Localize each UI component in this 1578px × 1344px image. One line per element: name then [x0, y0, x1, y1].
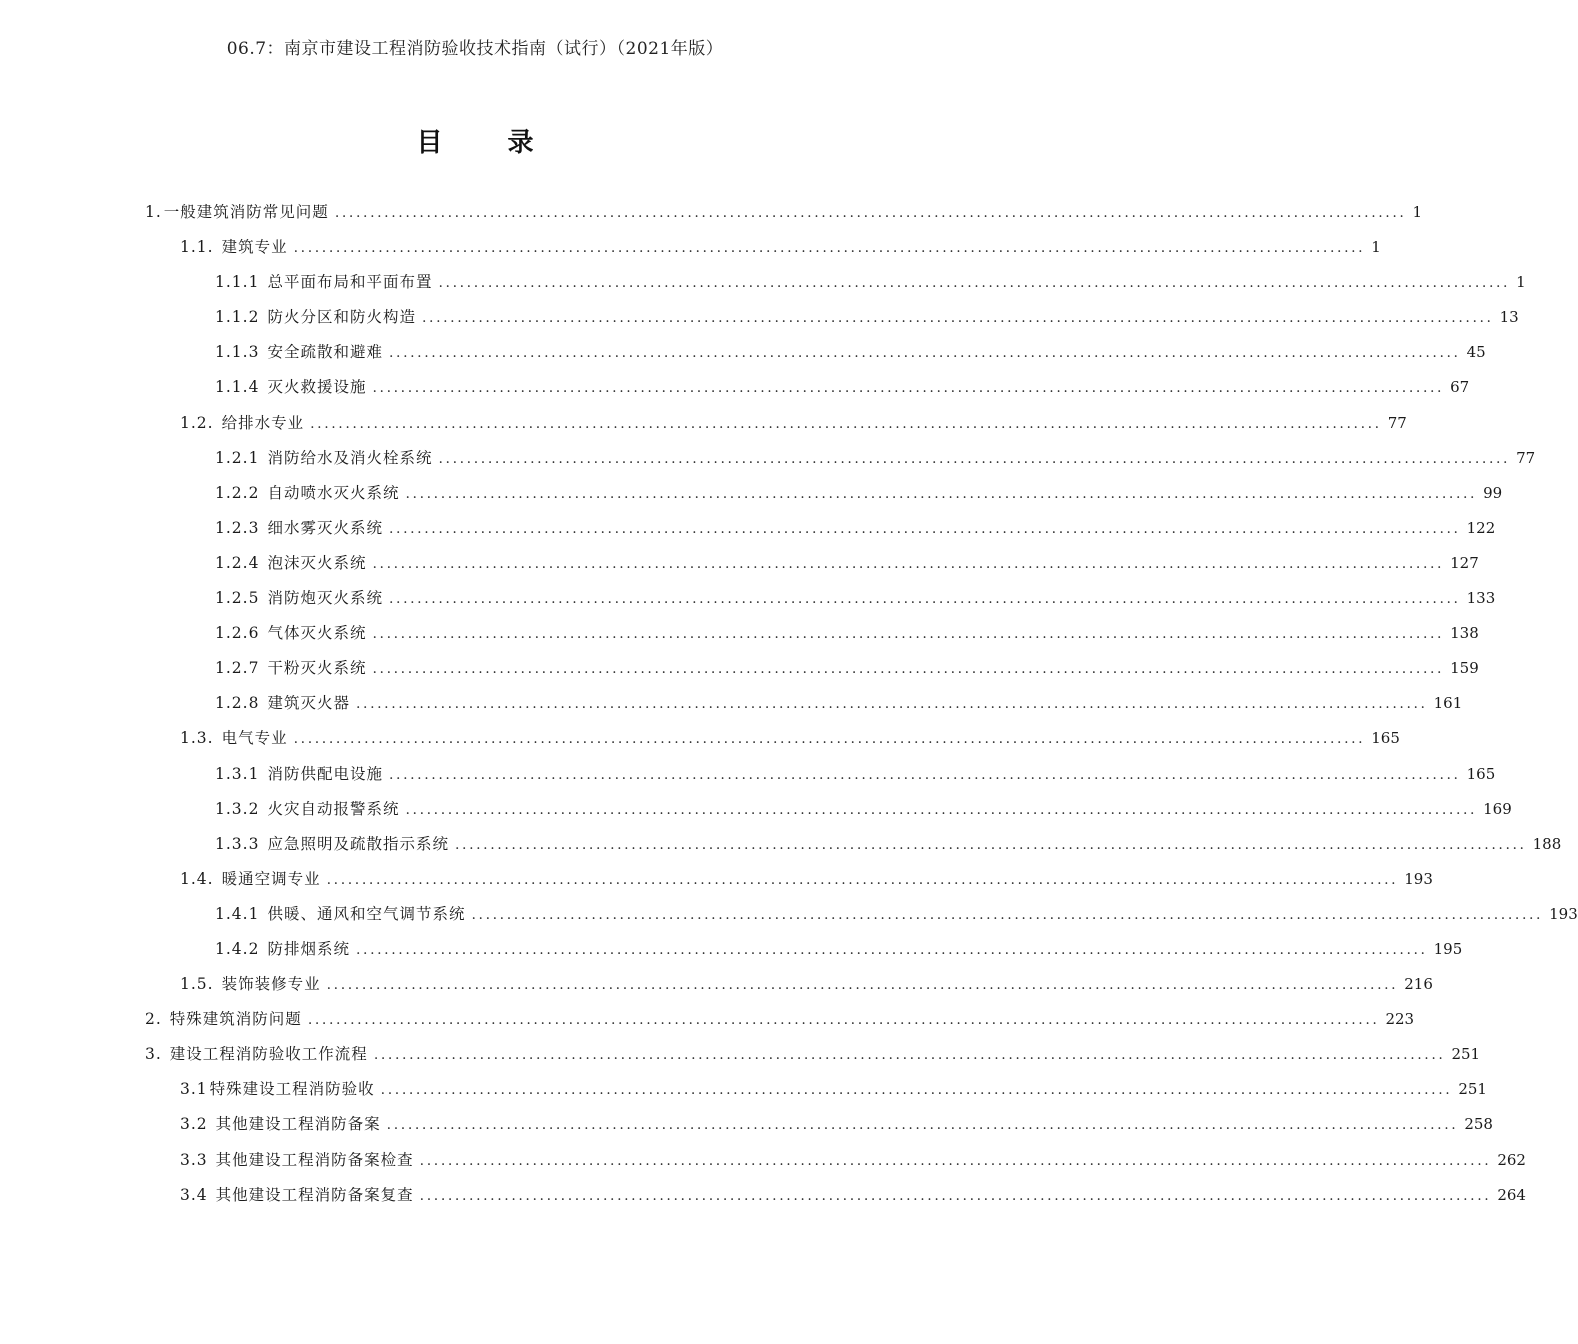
- toc-entry-17[interactable]: [0, 757, 1496, 792]
- toc-entry-label: 总平面布局和平面布置: [267, 273, 433, 292]
- toc-entry-number: 2.: [145, 1010, 162, 1029]
- toc-entry-label: 给排水专业: [221, 413, 305, 432]
- toc-entry-page: 77: [1516, 448, 1536, 467]
- toc-entry-page: 251: [1458, 1080, 1487, 1099]
- toc-entry-page: 165: [1466, 764, 1496, 783]
- toc-entry-page: 188: [1532, 834, 1562, 853]
- toc-entry-label: 建设工程消防验收工作流程: [169, 1045, 368, 1064]
- toc-entry-label: 安全疏散和避难: [267, 343, 383, 362]
- toc-entry-label: 供暖、通风和空气调节系统: [267, 904, 466, 923]
- toc-entry-label: 消防炮灭火系统: [267, 589, 383, 608]
- toc-entry-number: 1.2.2: [215, 483, 260, 502]
- toc-entry-number: 1.5.: [180, 975, 214, 994]
- toc-entry-page: 262: [1497, 1150, 1526, 1169]
- toc-entry-label: 干粉灭火系统: [267, 659, 367, 678]
- toc-entry-25[interactable]: [0, 1037, 1481, 1072]
- toc-leader-dots: ........................................................................................................................................................: [307, 1012, 1380, 1029]
- toc-entry-number: 1.1.4: [215, 378, 260, 397]
- toc-leader-dots: ........................................................................................................................................................: [454, 836, 1527, 853]
- toc-entry-number: 3.1: [180, 1080, 208, 1099]
- toc-entry-page: 169: [1483, 799, 1512, 818]
- toc-entry-number: 1.2.5: [215, 589, 260, 608]
- toc-entry-label: 细水雾灭火系统: [267, 518, 383, 537]
- toc-entry-page: 1: [1412, 203, 1422, 221]
- toc-entry-label: 应急照明及疏散指示系统: [267, 834, 449, 853]
- toc-entry-label: 其他建设工程消防备案: [215, 1115, 381, 1134]
- toc-entry-21[interactable]: [0, 897, 1578, 932]
- toc-entry-number: 1.3.: [180, 729, 214, 748]
- toc-entry-label: 暖通空调专业: [221, 869, 321, 888]
- toc-leader-dots: ........................................................................................................................................................: [334, 205, 1407, 221]
- toc-entry-20[interactable]: [0, 862, 1433, 897]
- toc-leader-dots: ........................................................................................................................................................: [380, 1082, 1453, 1099]
- toc-leader-dots: ........................................................................................................................................................: [293, 731, 1366, 748]
- toc-entry-page: 251: [1451, 1045, 1481, 1064]
- toc-entry-label: 建筑专业: [221, 238, 288, 257]
- toc-entry-page: 195: [1433, 939, 1463, 958]
- toc-entry-28[interactable]: [0, 1143, 1526, 1178]
- toc-entry-label: 灭火救援设施: [267, 378, 367, 397]
- toc-entry-2[interactable]: [0, 230, 1381, 265]
- toc-entry-6[interactable]: [0, 370, 1470, 405]
- toc-entry-12[interactable]: [0, 581, 1496, 616]
- toc-leader-dots: ........................................................................................................................................................: [419, 1152, 1492, 1169]
- toc-leader-dots: ........................................................................................................................................................: [372, 661, 1445, 678]
- toc-leader-dots: ........................................................................................................................................................: [388, 345, 1461, 362]
- toc-entry-page: 193: [1404, 869, 1433, 888]
- toc-entry-page: 264: [1497, 1185, 1526, 1204]
- toc-entry-number: 1.2.7: [215, 659, 260, 678]
- toc-entry-label: 消防供配电设施: [267, 764, 383, 783]
- toc-leader-dots: ........................................................................................................................................................: [388, 591, 1461, 608]
- toc-entry-number: 1.2.1: [215, 448, 260, 467]
- toc-entry-19[interactable]: [0, 827, 1562, 862]
- toc-entry-page: 67: [1450, 378, 1470, 397]
- toc-leader-dots: ........................................................................................................................................................: [419, 1187, 1492, 1204]
- toc-leader-dots: ........................................................................................................................................................: [355, 941, 1428, 958]
- toc-entry-label: 其他建设工程消防备案检查: [215, 1150, 414, 1169]
- toc-entry-18[interactable]: [0, 792, 1512, 827]
- toc-entry-label: 装饰装修专业: [221, 975, 321, 994]
- toc-entry-number: 3.: [145, 1045, 162, 1064]
- toc-entry-label: 防排烟系统: [267, 939, 350, 958]
- toc-entry-number: 1.3.2: [215, 799, 260, 818]
- toc-entry-page: 193: [1549, 904, 1578, 923]
- toc-leader-dots: ........................................................................................................................................................: [310, 415, 1382, 432]
- toc-entry-8[interactable]: [0, 441, 1536, 476]
- toc-entry-number: 1.2.4: [215, 553, 260, 572]
- toc-leader-dots: ........................................................................................................................................................: [388, 766, 1461, 783]
- toc-leader-dots: ........................................................................................................................................................: [438, 275, 1511, 292]
- toc-entry-page: 1: [1516, 273, 1526, 292]
- toc-entry-label: 特殊建筑消防问题: [169, 1010, 302, 1029]
- toc-entry-26[interactable]: [0, 1072, 1487, 1107]
- toc-entry-label: 其他建设工程消防备案复查: [215, 1185, 414, 1204]
- toc-entry-number: 1.3.3: [215, 834, 260, 853]
- toc-leader-dots: ........................................................................................................................................................: [388, 520, 1461, 537]
- toc-entry-23[interactable]: [0, 967, 1433, 1002]
- toc-entry-page: 223: [1385, 1010, 1415, 1029]
- toc-entry-page: 216: [1404, 975, 1433, 994]
- toc-entry-page: 45: [1466, 343, 1486, 362]
- toc-entry-3[interactable]: [0, 265, 1526, 300]
- toc-entry-number: 1.: [145, 203, 162, 221]
- toc-entry-page: 122: [1466, 518, 1496, 537]
- toc-entry-label: 泡沫灭火系统: [267, 553, 367, 572]
- toc-entry-page: 159: [1450, 659, 1479, 678]
- toc-leader-dots: ........................................................................................................................................................: [372, 380, 1445, 397]
- toc-entry-page: 127: [1450, 553, 1479, 572]
- toc-entry-29[interactable]: [0, 1178, 1526, 1213]
- toc-entry-number: 1.2.6: [215, 624, 260, 643]
- toc-entry-number: 1.2.3: [215, 518, 260, 537]
- toc-leader-dots: ........................................................................................................................................................: [373, 1047, 1446, 1064]
- toc-entry-page: 1: [1371, 238, 1381, 257]
- toc-entry-13[interactable]: [0, 616, 1479, 651]
- toc-entry-label: 特殊建设工程消防验收: [209, 1080, 375, 1099]
- toc-leader-dots: ........................................................................................................................................................: [372, 555, 1445, 572]
- toc-entry-label: 防火分区和防火构造: [267, 308, 416, 327]
- toc-entry-page: 133: [1466, 589, 1496, 608]
- toc-entry-label: 电气专业: [221, 729, 288, 748]
- toc-entry-label: 自动喷水灭火系统: [267, 483, 400, 502]
- toc-entry-number: 1.4.2: [215, 939, 260, 958]
- toc-entry-number: 3.3: [180, 1150, 208, 1169]
- toc-leader-dots: ........................................................................................................................................................: [405, 485, 1478, 502]
- toc-title: 目 录: [416, 128, 562, 158]
- toc-entry-page: 13: [1499, 308, 1519, 327]
- toc-entry-14[interactable]: [0, 651, 1479, 686]
- toc-leader-dots: ........................................................................................................................................................: [405, 801, 1478, 818]
- toc-entry-22[interactable]: [0, 932, 1463, 967]
- toc-leader-dots: ........................................................................................................................................................: [421, 310, 1494, 327]
- toc-entry-number: 1.2.: [180, 413, 214, 432]
- toc-entry-number: 1.2.8: [215, 694, 260, 713]
- toc-entry-number: 1.4.: [180, 869, 214, 888]
- toc-entry-label: 火灾自动报警系统: [267, 799, 400, 818]
- toc-entry-number: 1.4.1: [215, 904, 260, 923]
- toc-entry-10[interactable]: [0, 511, 1496, 546]
- toc-leader-dots: ........................................................................................................................................................: [355, 696, 1428, 713]
- document-header: 06.7：南京市建设工程消防验收技术指南（试行）（2021年版）: [226, 39, 724, 59]
- toc-entry-page: 258: [1464, 1115, 1493, 1134]
- toc-leader-dots: ........................................................................................................................................................: [326, 871, 1399, 888]
- toc-entry-16[interactable]: [0, 721, 1400, 756]
- toc-entry-4[interactable]: [0, 300, 1519, 335]
- table-of-contents: [0, 195, 1578, 1213]
- toc-leader-dots: ........................................................................................................................................................: [326, 977, 1399, 994]
- toc-entry-label: 一般建筑消防常见问题: [163, 203, 329, 221]
- toc-leader-dots: ........................................................................................................................................................: [438, 450, 1511, 467]
- toc-entry-number: 1.1.2: [215, 308, 260, 327]
- toc-leader-dots: ........................................................................................................................................................: [372, 626, 1445, 643]
- toc-leader-dots: ........................................................................................................................................................: [293, 240, 1366, 257]
- toc-entry-number: 3.2: [180, 1115, 208, 1134]
- toc-entry-5[interactable]: [0, 335, 1486, 370]
- toc-entry-27[interactable]: [0, 1107, 1493, 1142]
- toc-entry-label: 建筑灭火器: [267, 694, 350, 713]
- toc-entry-page: 165: [1371, 729, 1400, 748]
- toc-entry-number: 1.1.1: [215, 273, 260, 292]
- toc-entry-15[interactable]: [0, 686, 1463, 721]
- toc-entry-label: 消防给水及消火栓系统: [267, 448, 433, 467]
- toc-entry-label: 气体灭火系统: [267, 624, 367, 643]
- toc-entry-number: 1.3.1: [215, 764, 260, 783]
- toc-entry-24[interactable]: [0, 1002, 1415, 1037]
- toc-entry-9[interactable]: [0, 476, 1503, 511]
- toc-leader-dots: ........................................................................................................................................................: [471, 906, 1544, 923]
- toc-entry-page: 138: [1450, 624, 1479, 643]
- toc-entry-number: 1.1.: [180, 238, 214, 257]
- toc-leader-dots: ........................................................................................................................................................: [386, 1117, 1459, 1134]
- toc-entry-page: 77: [1387, 413, 1407, 432]
- toc-entry-number: 1.1.3: [215, 343, 260, 362]
- toc-entry-1[interactable]: [0, 195, 1422, 230]
- toc-entry-7[interactable]: [0, 406, 1407, 441]
- toc-entry-number: 3.4: [180, 1185, 208, 1204]
- toc-entry-page: 161: [1433, 694, 1463, 713]
- toc-entry-11[interactable]: [0, 546, 1479, 581]
- toc-entry-page: 99: [1483, 483, 1503, 502]
